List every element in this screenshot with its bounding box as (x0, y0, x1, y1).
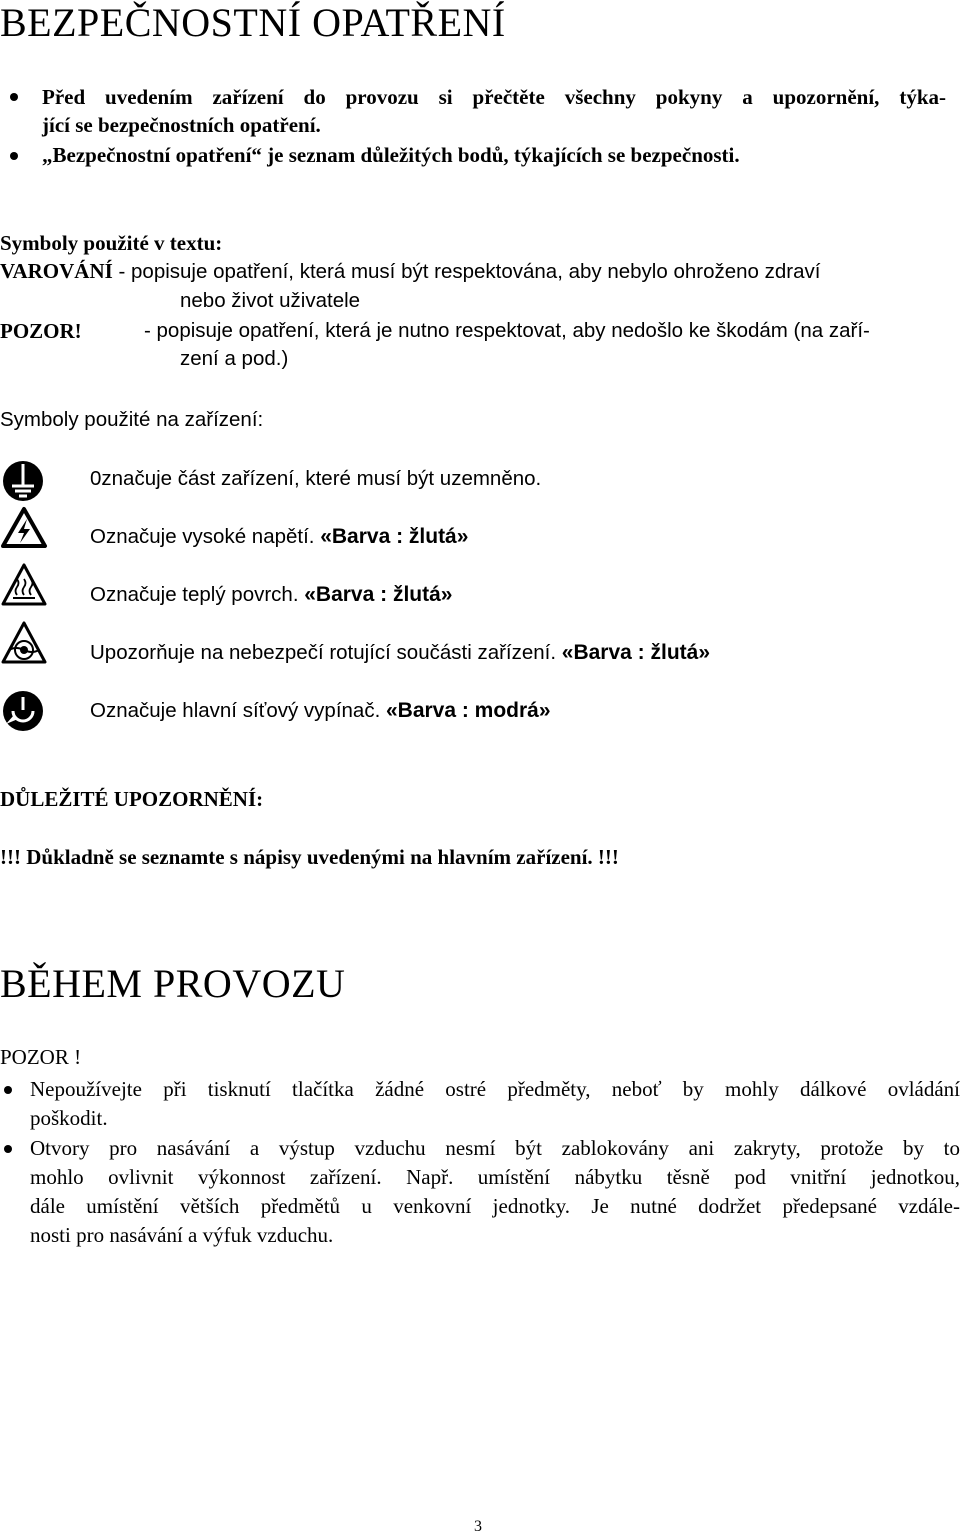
safety-bullet-2: „Bezpečnostní opatření“ je seznam důležitých bodů, týkajících se bezpečnosti. (42, 143, 740, 167)
page-number: 3 (474, 1518, 482, 1535)
high-voltage-icon (0, 506, 48, 550)
operation-bullet-2-line-3: dále umístění větších předmětů u venkovní jednotky. Je nutné dodržet předepsané vzdále- (30, 1194, 960, 1218)
bullet-icon (10, 152, 18, 160)
main-switch-icon (0, 688, 46, 734)
caution-subheading: POZOR ! (0, 1045, 82, 1069)
warning-definition (0, 258, 820, 285)
warning-description: - popisuje opatření, která musí být respektována, aby nebylo ohroženo zdraví (112, 260, 821, 283)
high-voltage-description: Označuje vysoké napětí. (90, 525, 321, 548)
safety-bullet-1-line-1: Před uvedením zařízení do provozu si přečtěte všechny pokyny a upozornění, týka- (42, 85, 946, 109)
bullet-icon (10, 93, 18, 101)
text-symbols-heading: Symboly použité v textu: (0, 231, 223, 255)
hot-surface-icon (0, 562, 48, 608)
rotating-parts-icon (0, 620, 48, 666)
operation-bullet-2-line-2: mohlo ovlivnit výkonnost zařízení. Např. umístění nábytku těsně pod vnitřní jednotkou, (30, 1165, 960, 1189)
caution-description: - popisuje opatření, která je nutno respektovat, aby nedošlo ke škodám (na zaří- (144, 319, 870, 342)
high-voltage-color-label: «Barva : žlutá» (320, 525, 469, 548)
rotating-parts-symbol-text (90, 640, 710, 666)
rotating-parts-description: Upozorňuje na nebezpečí rotující součásti zařízení. (90, 641, 562, 664)
caution-term: POZOR! (0, 319, 82, 343)
main-switch-color-label: «Barva : modrá» (385, 699, 551, 722)
ground-icon (0, 458, 46, 504)
hot-surface-description: Označuje teplý povrch. (90, 583, 305, 606)
operation-bullet-2-line-4: nosti pro nasávání a výfuk vzduchu. (30, 1223, 334, 1247)
operation-bullet-2-line-1: Otvory pro nasávání a výstup vzduchu nesmí být zablokovány ani zakryty, protože by to (30, 1136, 960, 1160)
rotating-parts-color-label: «Barva : žlutá» (561, 641, 710, 664)
warning-description-continued: nebo život uživatele (180, 289, 361, 312)
operation-bullet-1-line-1: Nepoužívejte při tisknutí tlačítka žádné ostré předměty, neboť by mohly dálkové ovládání (30, 1077, 960, 1101)
section-title-safety: BEZPEČNOSTNÍ OPATŘENÍ (0, 0, 506, 45)
hot-surface-symbol-text (90, 582, 452, 608)
high-voltage-symbol-text (90, 524, 468, 550)
device-symbols-heading: Symboly použité na zařízení: (0, 408, 264, 431)
hot-surface-color-label: «Barva : žlutá» (304, 583, 453, 606)
operation-bullet-1-line-2: poškodit. (30, 1106, 108, 1130)
main-switch-description: Označuje hlavní síťový vypínač. (90, 699, 386, 722)
caution-description-continued: zení a pod.) (180, 347, 289, 370)
safety-bullet-1-line-2: jící se bezpečnostních opatření. (42, 113, 321, 137)
warning-term: VAROVÁNÍ (0, 259, 113, 283)
important-notice-heading: DŮLEŽITÉ UPOZORNĚNÍ: (0, 787, 264, 811)
ground-symbol-text: 0značuje část zařízení, které musí být uzemněno. (90, 467, 542, 490)
section-title-operation: BĚHEM PROVOZU (0, 961, 346, 1006)
bullet-icon (4, 1086, 12, 1094)
main-switch-symbol-text (90, 698, 551, 724)
important-notice-text: !!! Důkladně se seznamte s nápisy uvedenými na hlavním zařízení. !!! (0, 845, 619, 869)
bullet-icon (4, 1145, 12, 1153)
